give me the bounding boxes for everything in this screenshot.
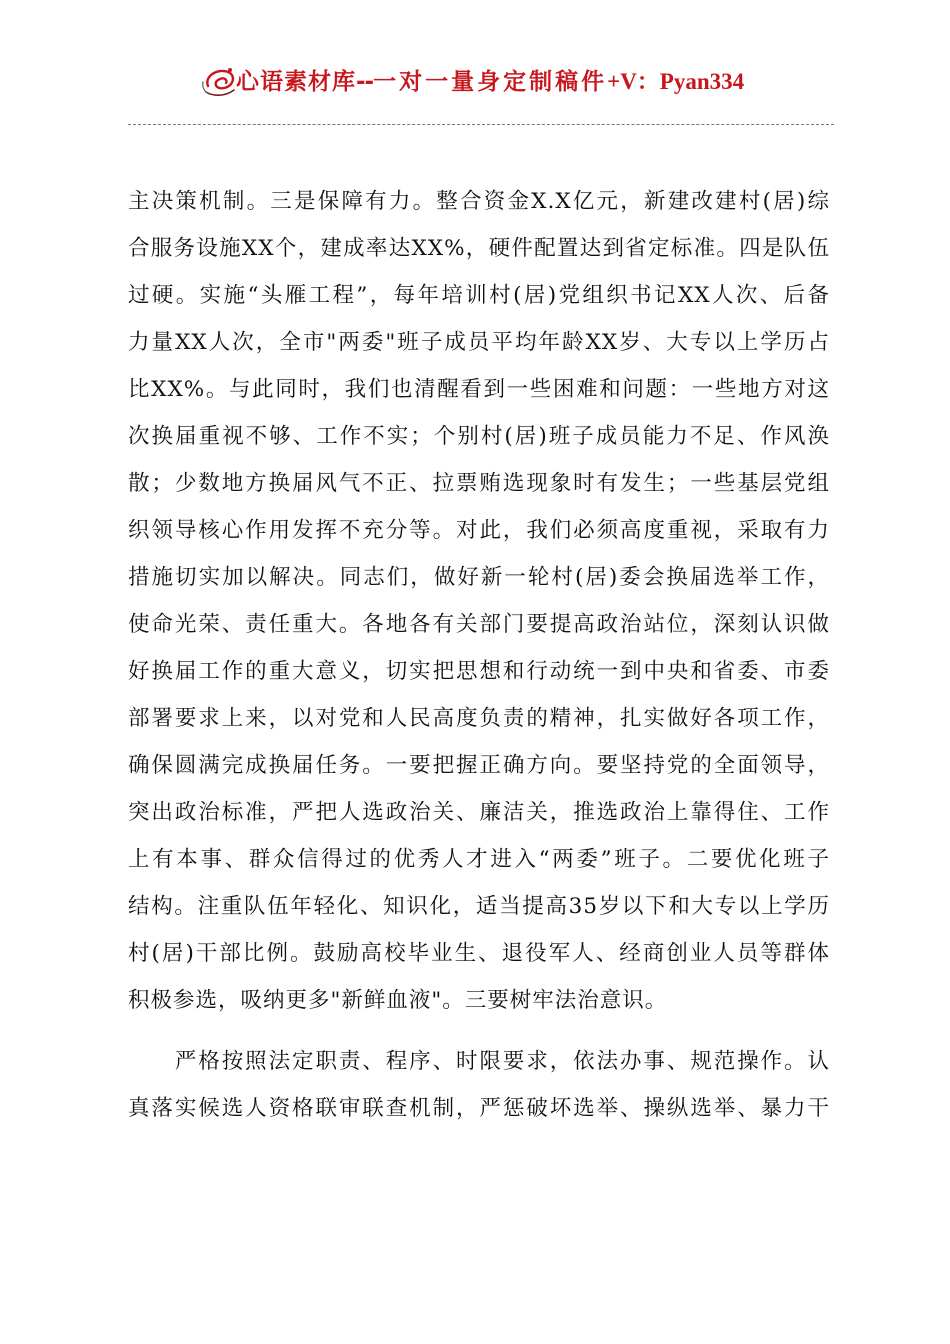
text-line: 部署要求上来，以对党和人民高度负责的精神，扎实做好各项工作，	[128, 706, 830, 731]
text-line: 村(居)干部比例。鼓励高校毕业生、退役军人、经商创业人员等群体	[128, 941, 830, 966]
header-banner	[236, 66, 744, 98]
header-contact: +V：Pyan334	[607, 69, 745, 94]
page-header	[0, 58, 950, 108]
text-line: 比XX%。与此同时，我们也清醒看到一些困难和问题：一些地方对这	[128, 377, 830, 402]
text-line: 结构。注重队伍年轻化、知识化，适当提高35岁以下和大专以上学历	[128, 894, 830, 919]
text-line: 使命光荣、责任重大。各地各有关部门要提高政治站位，深刻认识做	[128, 612, 830, 637]
paragraph-2	[128, 1038, 830, 1132]
text-line: 好换届工作的重大意义，切实把思想和行动统一到中央和省委、市委	[128, 659, 830, 684]
paragraph-gap	[128, 1024, 830, 1038]
text-line: 主决策机制。三是保障有力。整合资金X.X亿元，新建改建村(居)综	[128, 189, 830, 214]
header-tagline: 一对一量身定制稿件	[373, 68, 608, 95]
text-line: 力量XX人次，全市"两委"班子成员平均年龄XX岁、大专以上学历占	[128, 330, 830, 355]
header-divider	[128, 124, 834, 125]
text-line: 散；少数地方换届风气不正、拉票贿选现象时有发生；一些基层党组	[128, 471, 830, 496]
text-line: 过硬。实施“头雁工程”，每年培训村(居)党组织书记XX人次、后备	[128, 283, 830, 308]
text-line: 上有本事、群众信得过的优秀人才进入“两委”班子。二要优化班子	[128, 847, 830, 872]
text-line: 严格按照法定职责、程序、时限要求，依法办事、规范操作。认	[128, 1049, 830, 1074]
header-brand: 心语素材库	[236, 69, 356, 95]
text-line: 次换届重视不够、工作不实；个别村(居)班子成员能力不足、作风涣	[128, 424, 830, 449]
text-line: 合服务设施XX个，建成率达XX%，硬件配置达到省定标准。四是队伍	[128, 236, 830, 261]
text-line: 措施切实加以解决。同志们，做好新一轮村(居)委会换届选举工作，	[128, 565, 830, 590]
text-line: 突出政治标准，严把人选政治关、廉洁关，推选政治上靠得住、工作	[128, 800, 830, 825]
paragraph-1	[128, 178, 830, 1024]
text-line: 织领导核心作用发挥不充分等。对此，我们必须高度重视，采取有力	[128, 518, 830, 543]
text-line: 真落实候选人资格联审联查机制，严惩破坏选举、操纵选举、暴力干	[128, 1096, 830, 1121]
text-line: 确保圆满完成换届任务。一要把握正确方向。要坚持党的全面领导，	[128, 753, 830, 778]
header-separator: --	[356, 69, 374, 95]
document-body	[128, 178, 830, 1132]
text-line: 积极参选，吸纳更多"新鲜血液"。三要树牢法治意识。	[128, 988, 668, 1013]
